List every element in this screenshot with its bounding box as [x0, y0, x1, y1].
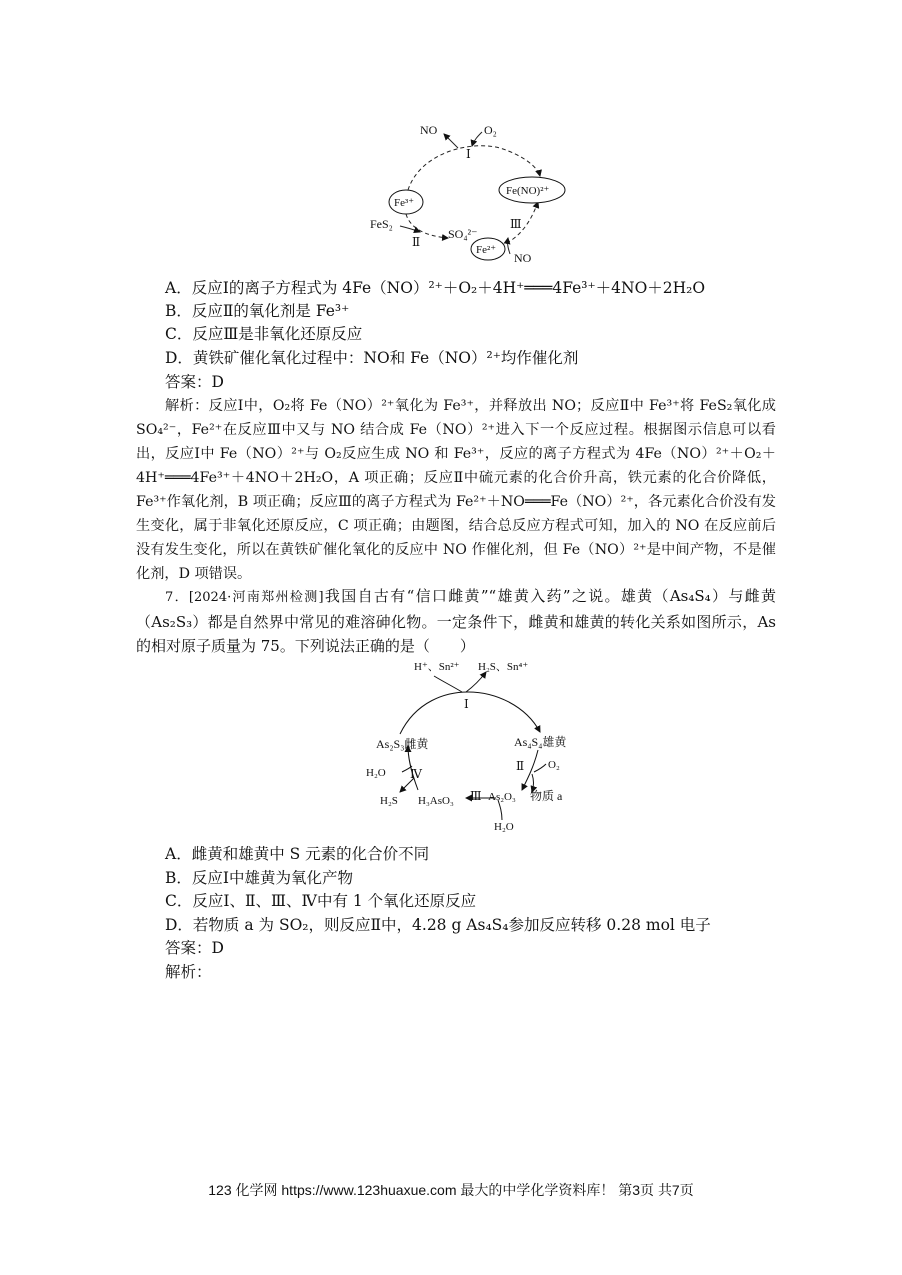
arrow-fes2-in [400, 226, 420, 232]
q6-option-a: A．反应Ⅰ的离子方程式为 4Fe（NO）²⁺＋O₂＋4H⁺═══4Fe³⁺＋4NO＋2H₂O [165, 279, 706, 297]
label-h2o-left: H₂O [366, 767, 386, 779]
reaction-cycle-diagram-2 [366, 656, 586, 836]
q7-option-d: D．若物质 a 为 SO₂，则反应Ⅱ中，4.28 g As₄S₄参加反应转移 0.28 mol 电子 [165, 916, 711, 934]
q6-option-b: B．反应Ⅱ的氧化剂是 Fe³⁺ [165, 302, 350, 320]
label-roman-2: Ⅱ [516, 759, 525, 773]
q7-stem [136, 584, 776, 658]
label-as2o3: As₂O₃ [488, 791, 516, 803]
q6-answer: 答案：D [165, 373, 224, 391]
label-roman-1: Ⅰ [464, 697, 469, 711]
label-o2: O₂ [548, 759, 560, 771]
label-reactants-top: H⁺、Sn²⁺ [414, 661, 460, 673]
q6-explanation: 解析：反应Ⅰ中，O₂将 Fe（NO）²⁺氧化为 Fe³⁺，并释放出 NO；反应Ⅱ中 Fe³⁺将 FeS₂氧化成 SO₄²⁻，Fe²⁺在反应Ⅲ中又与 NO 结合成 Fe（NO）²⁺进入下一个反应过程。根据图示信息可以看出，反应Ⅰ中 Fe（NO）²⁺与 O₂反应生成 NO 和 Fe³⁺，反应的离子方程式为 4Fe（NO）²⁺＋O₂＋4H⁺═══4Fe³⁺＋4NO＋2H₂O，A 项正确；反应Ⅱ中硫元素的化合价升高，铁元素的化合价降低，Fe³⁺作氧化剂，B 项正确；反应Ⅲ的离子方程式为 Fe²⁺＋NO═══Fe（NO）²⁺，各元素化合价没有发生变化，属于非氧化还原反应，C 项正确；由题图，结合总反应方程式可知，加入的 NO 在反应前后没有发生变化，所以在黄铁矿催化氧化的反应中 NO 作催化剂，但 Fe（NO）²⁺是中间产物，不是催化剂，D 项错误。 [136, 398, 776, 582]
label-feno: Fe(NO)²⁺ [506, 185, 550, 197]
arc-reaction-1 [400, 692, 540, 734]
page-footer: 123 化学网 https://www.123huaxue.com 最大的中学化学资料库！ 第3页 共7页 [208, 1182, 694, 1198]
arrow-no-out [444, 134, 458, 148]
q7-option-c: C．反应Ⅰ、Ⅱ、Ⅲ、Ⅳ中有 1 个氧化还原反应 [165, 892, 477, 910]
label-h2s: H₂S [380, 795, 398, 807]
label-so4: SO₄²⁻ [448, 227, 478, 241]
reaction-cycle-diagram-1 [360, 118, 580, 268]
label-h3aso3: H₃AsO₃ [418, 795, 454, 807]
arrow-no-in [508, 238, 510, 254]
label-fe3: Fe³⁺ [394, 197, 415, 209]
q7-answer: 答案：D [165, 939, 224, 957]
q7-source: 7．[2024·河南郑州检测] [165, 590, 324, 605]
label-h2o-bottom: H₂O [494, 821, 514, 833]
q7-explanation-label: 解析： [165, 963, 212, 981]
arc-reaction-2 [522, 750, 538, 790]
label-xionghuang: As₄S₄雄黄 [514, 735, 567, 749]
label-no-top: NO [420, 123, 438, 137]
label-substance-a: 物质 a [530, 789, 563, 803]
label-roman-3: Ⅲ [470, 789, 482, 803]
q7-stem-text: 我国自古有“信口雌黄”“雄黄入药”之说。雄黄（As₄S₄）与雌黄（As₂S₃）都是自然界中常见的难溶砷化物。一定条件下，雌黄和雄黄的转化关系如图所示，As 的相对原子质量为 75。下列说法正确的是（ ） [136, 587, 776, 655]
q6-option-c: C．反应Ⅲ是非氧化还原反应 [165, 325, 363, 343]
label-o2-top: O₂ [484, 123, 497, 137]
arrow-products-out [466, 672, 486, 692]
arrow-h2o-in [498, 800, 502, 820]
q7-option-b: B．反应Ⅰ中雄黄为氧化产物 [165, 869, 354, 887]
q7-option-a: A．雌黄和雄黄中 S 元素的化合价不同 [165, 845, 430, 863]
label-no-bottom: NO [514, 251, 532, 265]
label-fes2: FeS₂ [370, 217, 393, 231]
arrow-reactants-in [434, 676, 462, 692]
label-fe2: Fe²⁺ [476, 244, 497, 256]
arrow-o2-in [472, 132, 482, 146]
label-roman-4: Ⅳ [410, 767, 422, 781]
arrow-o2-in [534, 764, 546, 772]
label-roman-2: Ⅱ [412, 235, 421, 249]
label-roman-3: Ⅲ [510, 217, 522, 231]
label-roman-1: Ⅰ [466, 147, 471, 161]
label-products-top: H₂S、Sn⁴⁺ [478, 661, 529, 673]
label-cihuang: As₂S₃雌黄 [376, 737, 429, 751]
q6-option-d: D．黄铁矿催化氧化过程中：NO和 Fe（NO）²⁺均作催化剂 [165, 349, 579, 367]
